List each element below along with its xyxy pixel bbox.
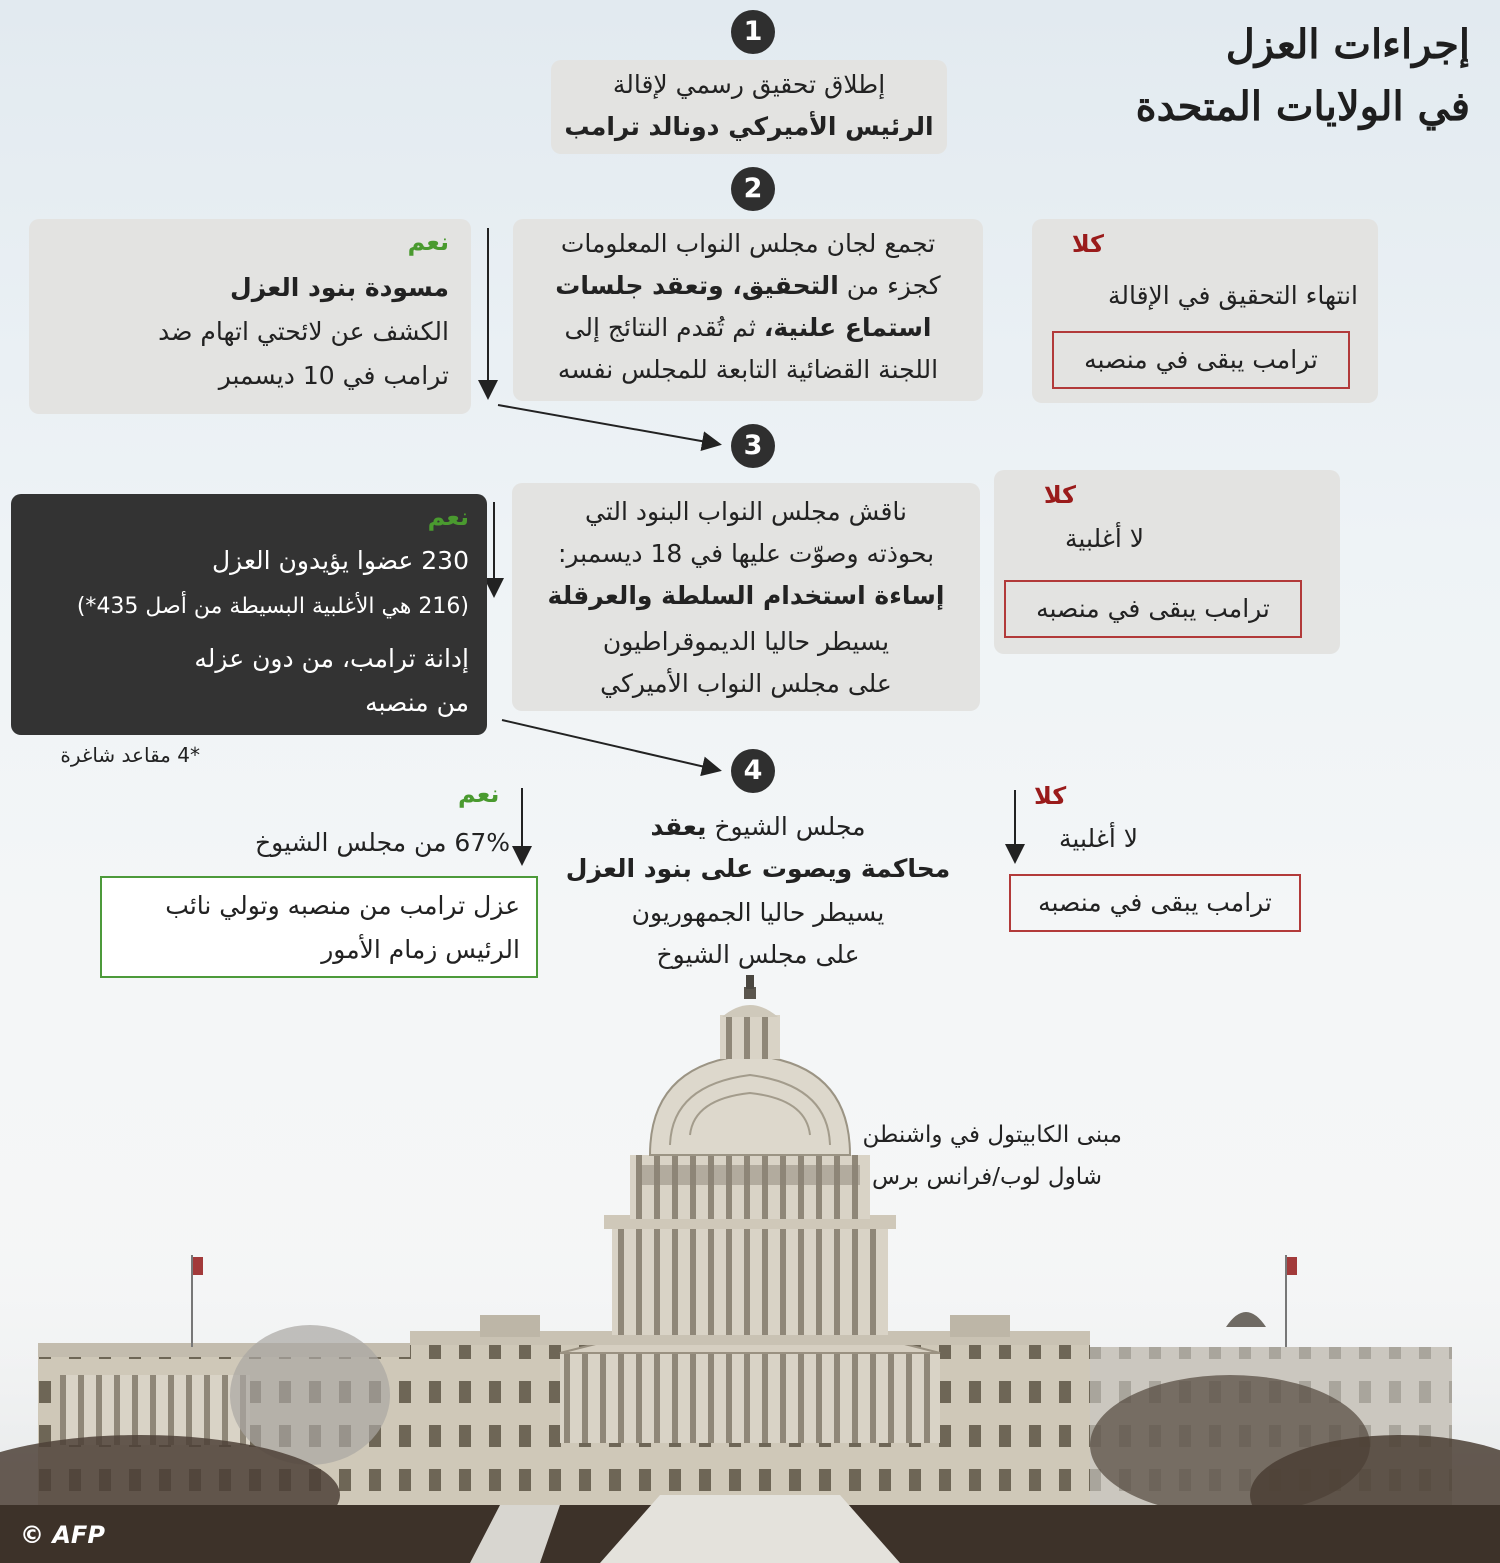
step3-yes-line4: من منصبه: [365, 688, 469, 717]
step3-line4: يسيطر حاليا الديموقراطيون: [602, 627, 890, 656]
step4-line3: يسيطر حاليا الجمهوريون: [631, 898, 885, 927]
step2-main-box: [513, 219, 983, 401]
step4-line1: مجلس الشيوخ يعقد: [650, 812, 866, 841]
step2-no-box: [1032, 219, 1378, 403]
step-number-1: 1: [731, 10, 775, 54]
step2-yes-line2: ترامب في 10 ديسمبر: [218, 361, 449, 390]
step2-yes-line1: الكشف عن لائحتي اتهام ضد: [158, 317, 449, 346]
arrow-to-step3: [498, 405, 718, 444]
photo-caption-line2: شاول لوب/فرانس برس: [872, 1164, 1102, 1190]
title-line-1: إجراءات العزل: [1225, 21, 1470, 68]
step2-yes-title: مسودة بنود العزل: [230, 273, 449, 302]
step4-no-text: لا أغلبية: [1059, 824, 1138, 853]
step4-yes-outcome-line1: عزل ترامب من منصبه وتولي نائب: [165, 891, 520, 920]
step3-line1: ناقش مجلس النواب البنود التي: [584, 497, 907, 526]
step3-no-text: لا أغلبية: [1065, 524, 1144, 553]
step-number-2: 2: [731, 167, 775, 211]
capitol-building-photo: [0, 975, 1500, 1563]
step3-no-label: كلا: [1043, 481, 1076, 509]
title-line-2: في الولايات المتحدة: [1135, 83, 1470, 130]
photo-caption: [862, 1114, 1122, 1198]
step4-no-outcome: ترامب يبقى في منصبه: [1009, 874, 1301, 932]
step3-yes-line2: (216 هي الأغلبية البسيطة من أصل 435*): [76, 594, 469, 619]
step1-box: [551, 60, 947, 154]
step2-line3: استماع علنية، ثم تُقدم النتائج إلى: [564, 313, 932, 342]
step4-main: [548, 806, 968, 976]
step-number-3: 3: [731, 424, 775, 468]
step2-yes-label: نعم: [407, 228, 449, 256]
step3-yes-box: [11, 494, 487, 735]
step3-main-box: [512, 483, 980, 711]
step3-line3: إساءة استخدام السلطة والعرقلة: [547, 581, 945, 610]
step4-line2: محاكمة ويصوت على بنود العزل: [565, 854, 951, 883]
step2-line2: كجزء من التحقيق، وتعقد جلسات: [555, 271, 941, 300]
photo-caption-line1: مبنى الكابيتول في واشنطن: [862, 1122, 1122, 1148]
step4-yes-outcome-line2: الرئيس زمام الأمور: [321, 935, 520, 964]
step3-yes-label: نعم: [427, 503, 469, 531]
step3-yes-line1: 230 عضوا يؤيدون العزل: [212, 546, 469, 575]
step2-line1: تجمع لجان مجلس النواب المعلومات: [560, 229, 936, 258]
step2-line4: اللجنة القضائية التابعة للمجلس نفسه: [557, 355, 939, 384]
step3-line2: بحوذته وصوّت عليها في 18 ديسمبر:: [557, 539, 935, 568]
step1-line1: إطلاق تحقيق رسمي لإقالة: [612, 70, 886, 99]
arrow-to-step4: [502, 720, 718, 770]
step2-no-label: كلا: [1071, 230, 1104, 258]
step3-yes-line3: إدانة ترامب، من دون عزله: [194, 644, 469, 673]
step3-no-box: [994, 470, 1340, 654]
step4-no-label: كلا: [1034, 782, 1067, 810]
step1-line2: الرئيس الأميركي دونالد ترامب: [564, 112, 934, 141]
step3-line5: على مجلس النواب الأميركي: [600, 669, 892, 698]
step4-yes-label: نعم: [458, 780, 500, 808]
vacant-seats-footnote: *4 مقاعد شاغرة: [60, 743, 200, 767]
step4-yes-text: 67% من مجلس الشيوخ: [255, 828, 510, 857]
step2-no-outcome: ترامب يبقى في منصبه: [1052, 331, 1350, 389]
step4-yes-outcome: [100, 876, 538, 978]
step-number-4: 4: [731, 749, 775, 793]
afp-credit-logo: © AFP: [20, 1521, 105, 1549]
step3-no-outcome: ترامب يبقى في منصبه: [1004, 580, 1302, 638]
step2-yes-box: [29, 219, 471, 414]
step4-line4: على مجلس الشيوخ: [656, 940, 860, 969]
step2-no-text: انتهاء التحقيق في الإقالة: [1107, 281, 1358, 310]
